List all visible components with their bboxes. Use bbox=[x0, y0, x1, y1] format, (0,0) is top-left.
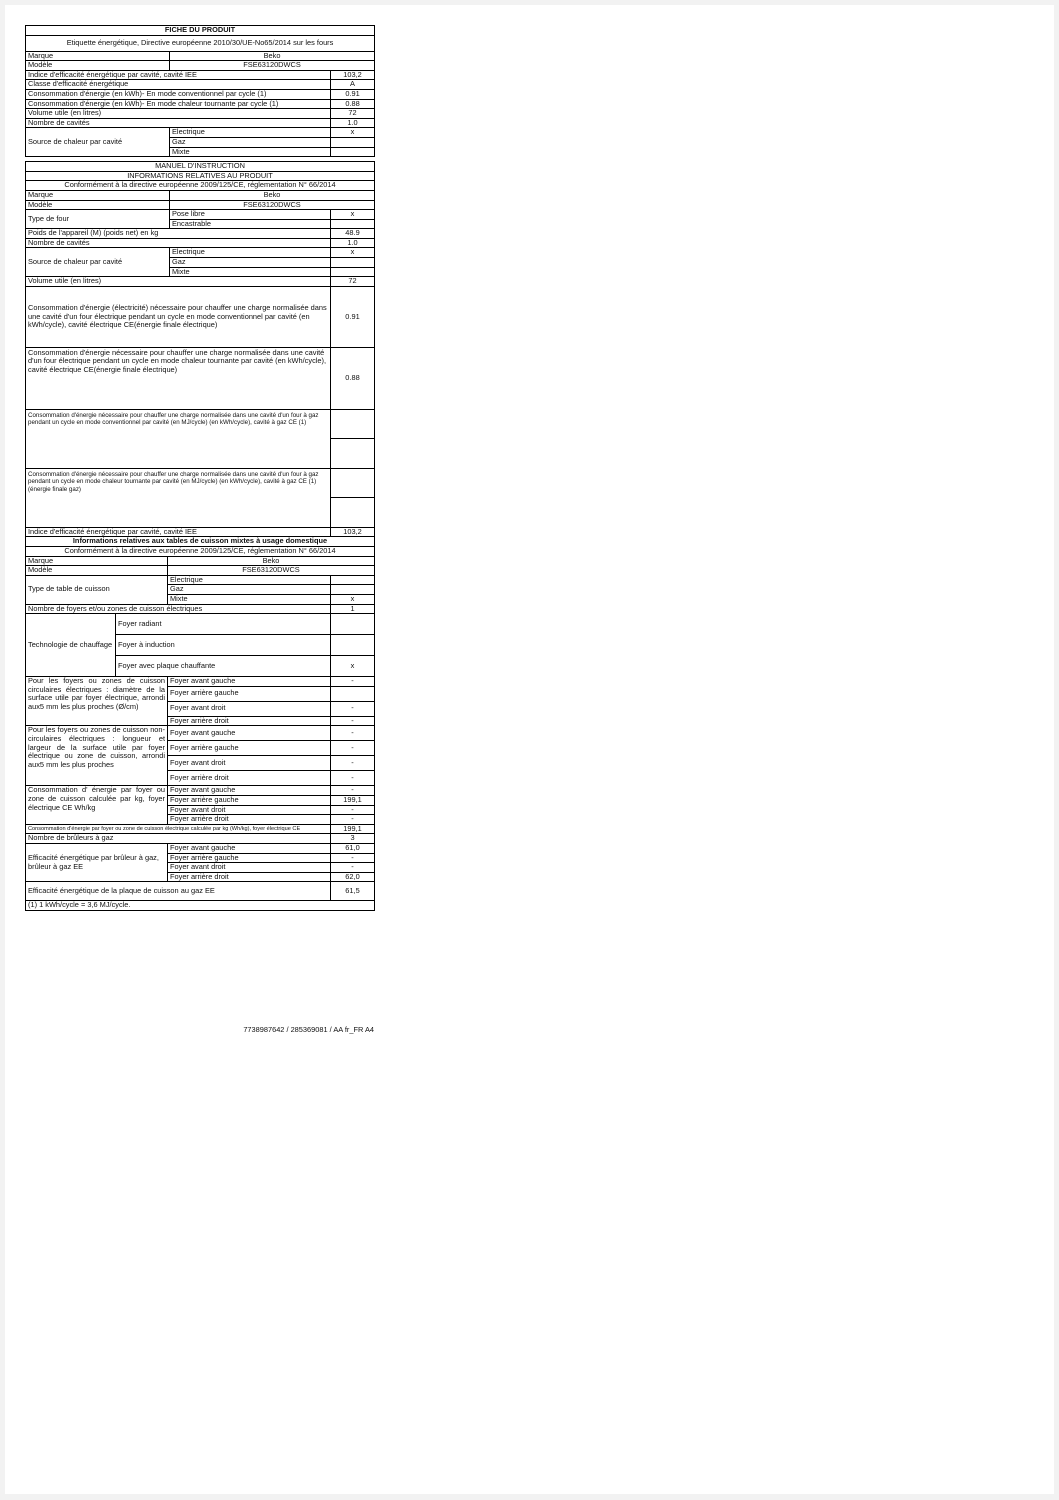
fiche-class-label: Classe d'efficacité énergétique bbox=[26, 80, 331, 90]
fiche-cavities-label: Nombre de cavités bbox=[26, 118, 331, 128]
manual-gas-turn-text: Consommation d'énergie nécessaire pour chauffer une charge normalisée dans une cavité d'un four à gaz pendant un cycle en mode chaleur tournante par cavité (en MJ/cycle) (en kWh/cycle), cavité à gaz CE (1)(énergie finale gaz) bbox=[26, 468, 331, 527]
hob-noncirc-rr-value: - bbox=[331, 771, 375, 786]
fiche-model-value: FSE63120DWCS bbox=[170, 61, 375, 71]
manual-source-gas-value bbox=[331, 258, 375, 268]
hob-circ-rr-label: Foyer arrière droit bbox=[168, 716, 331, 726]
hob-eff-fl-value: 61,0 bbox=[331, 843, 375, 853]
hob-noncirc-fl-label: Foyer avant gauche bbox=[168, 726, 331, 741]
manual-iee-label: Indice d'efficacité énergétique par cavité, cavité IEE bbox=[26, 527, 331, 537]
manual-gas-conv-value-kwh bbox=[331, 439, 375, 469]
hob-title: Informations relatives aux tables de cuisson mixtes à usage domestique bbox=[26, 537, 375, 547]
hob-type-mixed-value: x bbox=[331, 595, 375, 605]
hob-model-value: FSE63120DWCS bbox=[168, 566, 375, 576]
hob-tech-label: Technologie de chauffage bbox=[26, 614, 116, 677]
manual-model-value: FSE63120DWCS bbox=[170, 200, 375, 210]
hob-brand-label: Marque bbox=[26, 556, 168, 566]
manual-type-builtin-label: Encastrable bbox=[170, 219, 331, 229]
hob-tech-plate-value: x bbox=[331, 656, 375, 677]
hob-tech-plate-label: Foyer avec plaque chauffante bbox=[116, 656, 331, 677]
hob-cons-fr-label: Foyer avant droit bbox=[168, 805, 331, 815]
manual-gas-turn-value-mj bbox=[331, 468, 375, 498]
hob-noncirc-fl-value: - bbox=[331, 726, 375, 741]
hob-circ-fl-value: - bbox=[331, 677, 375, 687]
fiche-model-label: Modèle bbox=[26, 61, 170, 71]
manual-weight-label: Poids de l'appareil (M) (poids net) en kg bbox=[26, 229, 331, 239]
hob-noncirc-rl-value: - bbox=[331, 741, 375, 756]
fiche-brand-label: Marque bbox=[26, 51, 170, 61]
hob-cons-rl-value: 199,1 bbox=[331, 795, 375, 805]
manual-elec-turn-text: Consommation d'énergie nécessaire pour chauffer une charge normalisée dans une cavité d'un four électrique pendant un cycle en mode chaleur tournante par cavité (en kWh/cycle), cavité électrique CE(énergie finale électrique) bbox=[26, 347, 331, 409]
hob-tech-induction-value bbox=[331, 635, 375, 656]
hob-type-electric-value bbox=[331, 575, 375, 585]
fiche-source-electric-value: x bbox=[331, 128, 375, 138]
manual-type-freestanding-label: Pose libre bbox=[170, 210, 331, 220]
manual-brand-value: Beko bbox=[170, 190, 375, 200]
hob-cons-rl-label: Foyer arrière gauche bbox=[168, 795, 331, 805]
hob-circ-fl-label: Foyer avant gauche bbox=[168, 677, 331, 687]
hob-burners-label: Nombre de brûleurs à gaz bbox=[26, 834, 331, 844]
fiche-source-label: Source de chaleur par cavité bbox=[26, 128, 170, 157]
manual-elec-turn-value: 0.88 bbox=[331, 347, 375, 409]
hob-cons-rr-label: Foyer arrière droit bbox=[168, 815, 331, 825]
manual-elec-conv-value: 0.91 bbox=[331, 286, 375, 347]
hob-eff-rl-label: Foyer arrière gauche bbox=[168, 853, 331, 863]
hob-eff-label: Efficacité énergétique par brûleur à gaz, brûleur à gaz EE bbox=[26, 843, 168, 881]
hob-circ-rl-label: Foyer arrière gauche bbox=[168, 686, 331, 701]
hob-circ-label: Pour les foyers ou zones de cuisson circulaires électriques : diamètre de la surface utile par foyer électrique, arrondi aux5 mm les plus proches (Ø/cm) bbox=[26, 677, 168, 726]
hob-eff-fr-label: Foyer avant droit bbox=[168, 863, 331, 873]
manual-source-label: Source de chaleur par cavité bbox=[26, 248, 170, 277]
hob-noncirc-label: Pour les foyers ou zones de cuisson non-circulaires électriques : longueur et largeur de la surface utile par foyer électrique ou zone de cuisson, arrondi aux5 mm les plus proches bbox=[26, 726, 168, 786]
hob-noncirc-rl-label: Foyer arrière gauche bbox=[168, 741, 331, 756]
hob-zones-value: 1 bbox=[331, 604, 375, 614]
product-sheet bbox=[25, 25, 374, 911]
manual-source-mixed-value bbox=[331, 267, 375, 277]
hob-noncirc-fr-label: Foyer avant droit bbox=[168, 756, 331, 771]
manual-source-mixed-label: Mixte bbox=[170, 267, 331, 277]
manual-elec-conv-text: Consommation d'énergie (électricité) nécessaire pour chauffer une charge normalisée dans une cavité d'un four électrique pendant un cycle en mode conventionnel par cavité (en kWh/cycle), cavité électrique CE(énergie finale électrique) bbox=[26, 286, 331, 347]
hob-cons-total-value: 199,1 bbox=[331, 824, 375, 834]
manual-table bbox=[25, 161, 375, 537]
fiche-source-mixed-label: Mixte bbox=[170, 147, 331, 157]
fiche-brand-value: Beko bbox=[170, 51, 375, 61]
hob-tech-radiant-label: Foyer radiant bbox=[116, 614, 331, 635]
document-page bbox=[5, 5, 1054, 1494]
hob-type-gas-label: Gaz bbox=[168, 585, 331, 595]
hob-circ-fr-label: Foyer avant droit bbox=[168, 701, 331, 716]
fiche-source-electric-label: Electrique bbox=[170, 128, 331, 138]
fiche-cons-turn-label: Consommation d'énergie (en kWh)- En mode chaleur tournante par cycle (1) bbox=[26, 99, 331, 109]
manual-volume-label: Volume utile (en litres) bbox=[26, 277, 331, 287]
fiche-cons-conv-value: 0.91 bbox=[331, 89, 375, 99]
manual-model-label: Modèle bbox=[26, 200, 170, 210]
hob-cons-fl-label: Foyer avant gauche bbox=[168, 786, 331, 796]
hob-type-mixed-label: Mixte bbox=[168, 595, 331, 605]
fiche-cons-turn-value: 0.88 bbox=[331, 99, 375, 109]
hob-eff-fl-label: Foyer avant gauche bbox=[168, 843, 331, 853]
fiche-subtitle: Etiquette énergétique, Directive européenne 2010/30/UE-No65/2014 sur les fours bbox=[26, 35, 375, 51]
hob-eff-rr-label: Foyer arrière droit bbox=[168, 872, 331, 882]
hob-type-label: Type de table de cuisson bbox=[26, 575, 168, 604]
hob-tech-induction-label: Foyer à induction bbox=[116, 635, 331, 656]
hob-brand-value: Beko bbox=[168, 556, 375, 566]
fiche-source-gas-label: Gaz bbox=[170, 137, 331, 147]
fiche-cons-conv-label: Consommation d'énergie (en kWh)- En mode conventionnel par cycle (1) bbox=[26, 89, 331, 99]
hob-eff-rl-value: - bbox=[331, 853, 375, 863]
hob-eff-rr-value: 62,0 bbox=[331, 872, 375, 882]
manual-title: MANUEL D'INSTRUCTION bbox=[26, 162, 375, 172]
manual-type-freestanding-value: x bbox=[331, 210, 375, 220]
manual-directive: Conformément à la directive européenne 2009/125/CE, réglementation N° 66/2014 bbox=[26, 181, 375, 191]
fiche-table bbox=[25, 25, 375, 157]
hob-circ-rr-value: - bbox=[331, 716, 375, 726]
manual-weight-value: 48.9 bbox=[331, 229, 375, 239]
manual-type-label: Type de four bbox=[26, 210, 170, 229]
fiche-iee-label: Indice d'efficacité énergétique par cavité, cavité IEE bbox=[26, 70, 331, 80]
manual-cavities-label: Nombre de cavités bbox=[26, 238, 331, 248]
hob-tech-radiant-value bbox=[331, 614, 375, 635]
manual-volume-value: 72 bbox=[331, 277, 375, 287]
fiche-source-gas-value bbox=[331, 137, 375, 147]
hob-eff-fr-value: - bbox=[331, 863, 375, 873]
fiche-volume-label: Volume utile (en litres) bbox=[26, 109, 331, 119]
hob-cons-fr-value: - bbox=[331, 805, 375, 815]
fiche-title: FICHE DU PRODUIT bbox=[26, 26, 375, 36]
manual-source-electric-value: x bbox=[331, 248, 375, 258]
hob-table bbox=[25, 536, 375, 910]
hob-model-label: Modèle bbox=[26, 566, 168, 576]
fiche-iee-value: 103,2 bbox=[331, 70, 375, 80]
hob-cons-label: Consommation d' énergie par foyer ou zone de cuisson calculée par kg, foyer électrique CE Wh/kg bbox=[26, 786, 168, 824]
hob-circ-fr-value: - bbox=[331, 701, 375, 716]
hob-cons-rr-value: - bbox=[331, 815, 375, 825]
hob-cons-fl-value: - bbox=[331, 786, 375, 796]
manual-iee-value: 103,2 bbox=[331, 527, 375, 537]
fiche-volume-value: 72 bbox=[331, 109, 375, 119]
fiche-source-mixed-value bbox=[331, 147, 375, 157]
hob-directive: Conformément à la directive européenne 2009/125/CE, réglementation N° 66/2014 bbox=[26, 547, 375, 557]
manual-subtitle: INFORMATIONS RELATIVES AU PRODUIT bbox=[26, 171, 375, 181]
document-footer-code: 7738987642 / 285369081 / AA fr_FR A4 bbox=[243, 1025, 374, 1034]
hob-note: (1) 1 kWh/cycle = 3,6 MJ/cycle. bbox=[26, 901, 375, 911]
manual-brand-label: Marque bbox=[26, 190, 170, 200]
fiche-cavities-value: 1.0 bbox=[331, 118, 375, 128]
manual-type-builtin-value bbox=[331, 219, 375, 229]
fiche-class-value: A bbox=[331, 80, 375, 90]
hob-burners-value: 3 bbox=[331, 834, 375, 844]
hob-type-electric-label: Electrique bbox=[168, 575, 331, 585]
hob-noncirc-fr-value: - bbox=[331, 756, 375, 771]
manual-gas-conv-text: Consommation d'énergie nécessaire pour chauffer une charge normalisée dans une cavité d'un four à gaz pendant un cycle en mode conventionnel par cavité (en MJ/cycle) (en kWh/cycle), cavité à gaz CE (1) bbox=[26, 409, 331, 468]
manual-source-electric-label: Electrique bbox=[170, 248, 331, 258]
manual-cavities-value: 1.0 bbox=[331, 238, 375, 248]
hob-noncirc-rr-label: Foyer arrière droit bbox=[168, 771, 331, 786]
hob-eff-total-value: 61,5 bbox=[331, 882, 375, 901]
hob-circ-rl-value bbox=[331, 686, 375, 701]
hob-cons-total-label: Consommation d'énergie par foyer ou zone de cuisson électrique calculée par kg (Wh/kg), foyer électrique CE bbox=[26, 824, 331, 834]
manual-gas-conv-value-mj bbox=[331, 409, 375, 439]
hob-type-gas-value bbox=[331, 585, 375, 595]
hob-zones-label: Nombre de foyers et/ou zones de cuisson électriques bbox=[26, 604, 331, 614]
manual-gas-turn-value-kwh bbox=[331, 498, 375, 528]
manual-source-gas-label: Gaz bbox=[170, 258, 331, 268]
hob-eff-total-label: Efficacité énergétique de la plaque de cuisson au gaz EE bbox=[26, 882, 331, 901]
